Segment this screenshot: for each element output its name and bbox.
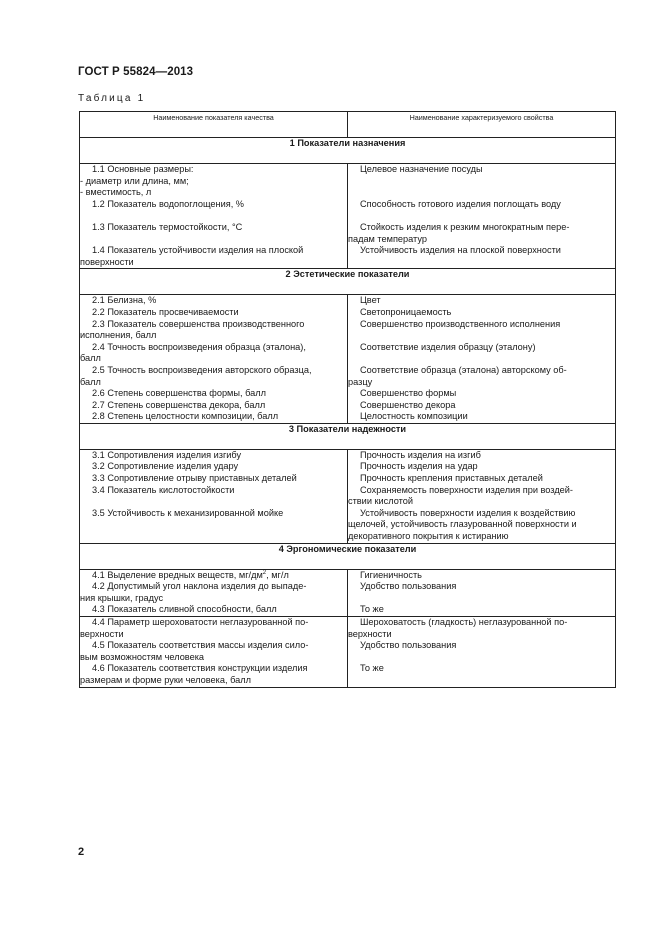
indicator-text: 4.1 Выделение вредных веществ, мг/дм <box>92 569 263 580</box>
property-line: щелочей, устойчивость глазурованной поверхности и <box>348 519 577 530</box>
indicator-line: размерам и форме руки человека, балл <box>80 674 251 685</box>
header-property-name: Наименование характеризуемого свойства <box>348 112 616 138</box>
indicator-line: 3.5 Устойчивость к механизированной мойке <box>92 507 284 518</box>
unit-superscript: 2 <box>262 569 267 576</box>
section-title: 3 Показатели надежности <box>80 423 616 449</box>
indicator-line: 2.2 Показатель просвечиваемости <box>92 306 239 317</box>
property-line: ствии кислотой <box>348 496 413 507</box>
indicator-line <box>80 570 347 582</box>
table-row <box>80 295 616 424</box>
property-cell <box>348 295 616 424</box>
property-line: Удобство пользования <box>360 581 457 592</box>
document-code: ГОСТ Р 55824—2013 <box>78 66 194 78</box>
indicator-line: 1.4 Показатель устойчивости изделия на плоской <box>92 245 304 256</box>
section-row <box>80 269 616 295</box>
section-title: 4 Эргономические показатели <box>80 543 616 569</box>
table-row <box>80 569 616 616</box>
indicator-line: 2.4 Точность воспроизведения образца (эталона), <box>92 341 306 352</box>
section-row <box>80 543 616 569</box>
indicator-line: 2.3 Показатель совершенства производственного <box>92 318 305 329</box>
indicator-line: 2.5 Точность воспроизведения авторского образца, <box>92 364 312 375</box>
property-line: декоративного покрытия к истиранию <box>348 531 509 542</box>
property-cell <box>348 569 616 616</box>
indicator-cell <box>80 449 348 543</box>
property-cell <box>348 164 616 269</box>
property-line: Соответствие изделия образцу (эталону) <box>360 341 536 352</box>
table-row <box>80 449 616 543</box>
property-cell <box>348 617 616 688</box>
property-line: То же <box>360 604 384 615</box>
section-title: 1 Показатели назначения <box>80 138 616 164</box>
indicator-line: 2.1 Белизна, % <box>92 295 157 306</box>
section-title: 2 Эстетические показатели <box>80 269 616 295</box>
indicator-text: , мг/л <box>266 569 289 580</box>
property-cell <box>348 449 616 543</box>
indicator-line: вым возможностям человека <box>80 651 205 662</box>
property-line: верхности <box>348 628 392 639</box>
section-row <box>80 138 616 164</box>
indicator-line: 4.4 Параметр шероховатости неглазурованной по- <box>92 617 309 627</box>
property-line: Прочность крепления приставных деталей <box>360 473 543 484</box>
indicator-line: 1.1 Основные размеры: <box>92 164 194 174</box>
page-number: 2 <box>78 846 85 858</box>
indicator-cell <box>80 295 348 424</box>
indicator-line: 2.7 Степень совершенства декора, балл <box>92 399 266 410</box>
indicator-cell <box>80 569 348 616</box>
indicator-line: балл <box>80 353 101 364</box>
property-line: Способность готового изделия поглощать воду <box>360 198 561 209</box>
table-header-row <box>80 112 616 138</box>
indicator-line: 3.2 Сопротивление изделия удару <box>92 461 239 472</box>
table-row <box>80 617 616 688</box>
property-line: Совершенство производственного исполнения <box>360 318 561 329</box>
indicator-line: - вместимость, л <box>80 187 152 198</box>
indicator-cell <box>80 164 348 269</box>
indicator-line: - диаметр или длина, мм; <box>80 175 189 186</box>
indicator-line: 3.3 Сопротивление отрыву приставных деталей <box>92 473 297 484</box>
indicator-line: 3.4 Показатель кислотостойкости <box>92 484 235 495</box>
property-line: Соответствие образца (эталона) авторскому об- <box>360 364 567 375</box>
indicator-line: 2.6 Степень совершенства формы, балл <box>92 388 266 399</box>
table-row <box>80 164 616 269</box>
property-line: Прочность изделия на удар <box>360 461 478 472</box>
property-line: Шероховатость (гладкость) неглазурованной по- <box>360 617 568 627</box>
indicator-line: 4.6 Показатель соответствия конструкции изделия <box>92 663 308 674</box>
header-indicator-name: Наименование показателя качества <box>80 112 348 138</box>
property-line: падам температур <box>348 233 427 244</box>
property-line: Стойкость изделия к резким многократным пере- <box>360 221 570 232</box>
indicator-line: верхности <box>80 628 124 639</box>
property-line: Удобство пользования <box>360 640 457 651</box>
property-line: Совершенство формы <box>360 388 457 399</box>
property-line: То же <box>360 663 384 674</box>
property-line: Целевое назначение посуды <box>360 164 483 174</box>
section-row <box>80 423 616 449</box>
indicator-line: 4.2 Допустимый угол наклона изделия до выпаде- <box>92 581 307 592</box>
indicator-line: 4.3 Показатель сливной способности, балл <box>92 604 277 615</box>
property-line: Цвет <box>360 295 381 306</box>
indicator-line: 2.8 Степень целостности композиции, балл <box>92 411 279 422</box>
property-line: Совершенство декора <box>360 399 456 410</box>
property-line: Гигиеничность <box>360 569 422 580</box>
indicator-line: поверхности <box>80 256 134 267</box>
quality-indicators-table <box>79 111 616 688</box>
indicator-line: ния крышки, градус <box>80 592 164 603</box>
property-line: Прочность изделия на изгиб <box>360 449 481 460</box>
property-line: Целостность композиции <box>360 411 468 422</box>
property-line: разцу <box>348 376 373 387</box>
indicator-line: 4.5 Показатель соответствия массы изделия сило- <box>92 640 309 651</box>
property-line: Устойчивость изделия на плоской поверхности <box>360 245 561 256</box>
indicator-line: 1.2 Показатель водопоглощения, % <box>92 198 244 209</box>
indicator-line: 1.3 Показатель термостойкости, °С <box>92 221 243 232</box>
indicator-line: балл <box>80 376 101 387</box>
indicator-line: 3.1 Сопротивления изделия изгибу <box>92 449 242 460</box>
property-line: Светопроницаемость <box>360 306 452 317</box>
indicator-line: исполнения, балл <box>80 330 157 341</box>
table-caption: Таблица 1 <box>78 93 146 104</box>
property-line: Устойчивость поверхности изделия к воздействию <box>360 507 576 518</box>
property-line: Сохраняемость поверхности изделия при воздей- <box>360 484 573 495</box>
indicator-cell <box>80 617 348 688</box>
